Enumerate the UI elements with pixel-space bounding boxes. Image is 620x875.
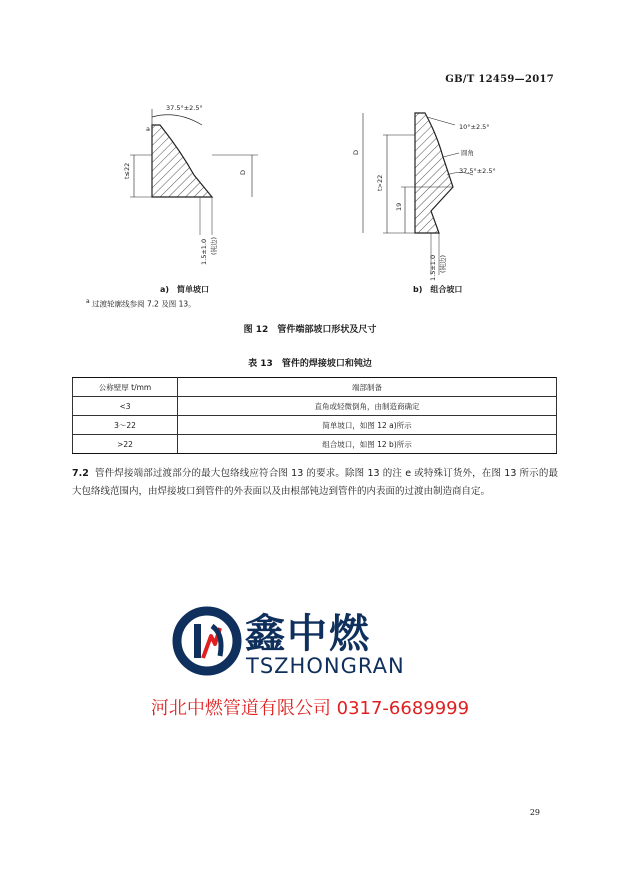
figure-caption: 图 12 管件端部坡口形状及尺寸 xyxy=(243,325,377,335)
angle-label-a: 37.5°±2.5° xyxy=(166,104,203,112)
table-cell: 直角或轻微倒角，由制造商确定 xyxy=(178,397,557,416)
figure-12b-compound-bevel xyxy=(335,95,525,285)
t-label-b: t>22 xyxy=(376,174,384,191)
footnote-text: 过渡轮廓线参阅 7.2 及图 13。 xyxy=(92,299,196,309)
figure-12b-caption: b) 组合坡口 xyxy=(413,285,463,294)
table-13 xyxy=(72,377,557,454)
table-row xyxy=(73,435,557,454)
standard-code: GB/T 12459—2017 xyxy=(445,74,554,85)
table-cell: 3～22 xyxy=(73,416,178,435)
section-7-2-paragraph xyxy=(72,465,558,501)
d-label-b: D xyxy=(352,149,360,155)
figure-12a-drawing xyxy=(92,95,292,285)
page-number: 29 xyxy=(529,808,540,817)
height-label-b: 19 xyxy=(395,202,403,211)
bevel-section xyxy=(152,125,212,197)
root-note-a: (钝边) xyxy=(210,236,218,255)
figure-12a-simple-bevel xyxy=(92,95,292,285)
figure-12a-caption: a) 简单坡口 xyxy=(160,285,210,294)
figure-footnote xyxy=(86,298,196,310)
table-row xyxy=(73,397,557,416)
logo-emblem-icon xyxy=(172,606,242,676)
angle-top-label-b: 10°±2.5° xyxy=(459,123,490,131)
brand-name-english: TSZHONGRAN xyxy=(246,654,405,678)
bevel-section-b xyxy=(415,113,453,233)
angle-bottom-label-b: 37.5°±2.5° xyxy=(459,167,496,175)
table-cell: <3 xyxy=(73,397,178,416)
fillet-label-b: 圆角 xyxy=(461,149,474,157)
section-number: 7.2 xyxy=(72,468,89,479)
figure-12b-drawing xyxy=(335,95,525,285)
t-label-a: t≤22 xyxy=(123,162,131,179)
table-header-row xyxy=(73,378,557,397)
table-header-cell: 公称壁厚 t/mm xyxy=(73,378,178,397)
footnote-marker-a: a xyxy=(146,125,150,133)
table-cell: >22 xyxy=(73,435,178,454)
footnote-marker: a xyxy=(86,298,90,305)
table-caption: 表 13 管件的焊接坡口和钝边 xyxy=(248,359,372,369)
table-header-cell: 端部制备 xyxy=(178,378,557,397)
root-label-b: 1.5±1.0 xyxy=(429,254,437,281)
table-cell: 组合坡口，如图 12 b)所示 xyxy=(178,435,557,454)
brand-name-chinese: 鑫中燃 xyxy=(245,611,371,657)
company-contact-line: 河北中燃管道有限公司 0317-6689999 xyxy=(150,698,470,719)
root-label-a: 1.5±1.0 xyxy=(200,238,208,265)
table-row xyxy=(73,416,557,435)
section-text: 管件焊接端部过渡部分的最大包络线应符合图 13 的要求。除图 13 的注 e 或特殊订货外，在图 13 所示的最大包络线范围内，由焊接坡口到管件的外表面以及由根部钝边到管件的内表面的过渡由制造商自定。 xyxy=(72,468,558,497)
table-cell: 简单坡口，如图 12 a)所示 xyxy=(178,416,557,435)
root-note-b: (钝边) xyxy=(439,254,447,273)
d-label-a: D xyxy=(239,169,247,175)
